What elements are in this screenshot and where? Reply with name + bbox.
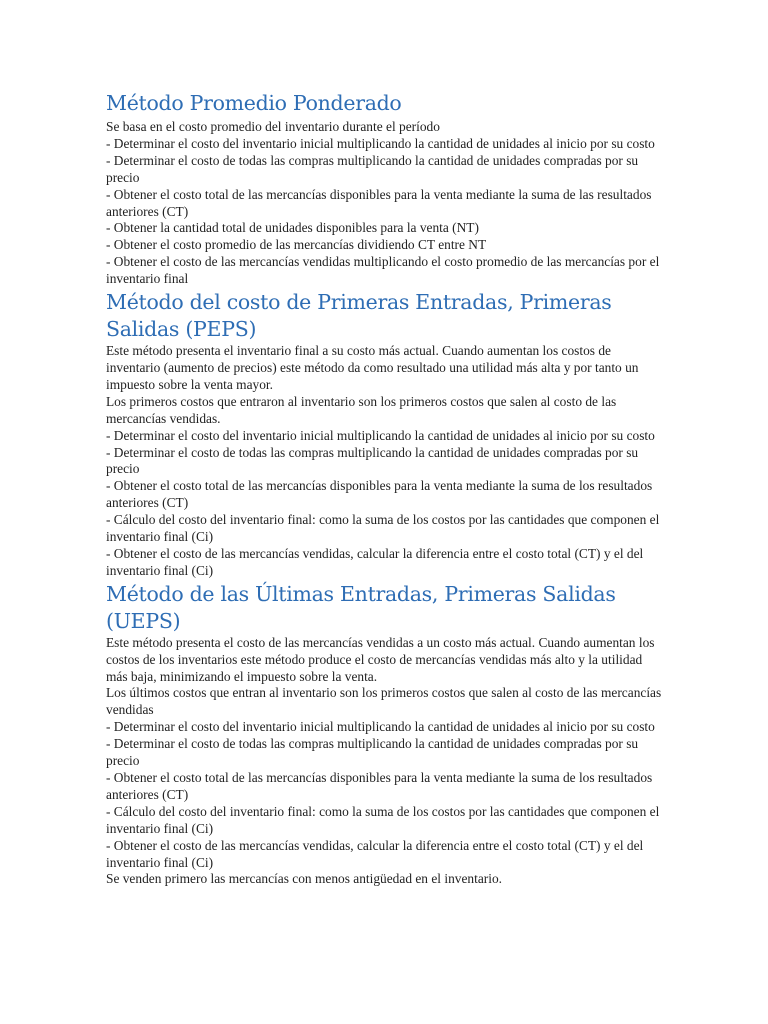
list-item: - Cálculo del costo del inventario final: como la suma de los costos por las cantidades que componen el inventario final (Ci)	[106, 512, 660, 545]
section-heading: Método de las Últimas Entradas, Primeras Salidas (UEPS)	[106, 581, 616, 633]
section-ueps	[106, 581, 662, 889]
paragraph: Este método presenta el costo de las mercancías vendidas a un costo más actual. Cuando aumentan los costos de los inventarios este método produce el costo de mercancías vendidas más alto y la utilidad más baja, minimizando el impuesto sobre la venta.	[106, 634, 655, 684]
list-item: - Determinar el costo de todas las compras multiplicando la cantidad de unidades compradas por su precio	[106, 736, 639, 769]
list-item: - Determinar el costo del inventario inicial multiplicando la cantidad de unidades al inicio por su costo	[106, 135, 655, 151]
list-item: - Obtener la cantidad total de unidades disponibles para la venta (NT)	[106, 220, 479, 236]
list-item: - Obtener el costo total de las mercancías disponibles para la venta mediante la suma de las resultados anteriores (CT)	[106, 186, 652, 219]
paragraph: Este método presenta el inventario final a su costo más actual. Cuando aumentan los costos de inventario (aumento de precios) este método da como resultado una utilidad más alta y por tanto un impuesto sobre la venta mayor.	[106, 343, 639, 392]
document-page	[106, 90, 662, 888]
section-promedio-ponderado	[106, 90, 662, 288]
list-item: - Obtener el costo total de las mercancías disponibles para la venta mediante la suma de los resultados anteriores (CT)	[106, 478, 653, 511]
paragraph: Los últimos costos que entran al inventario son los primeros costos que salen al costo de las mercancías vendidas	[106, 685, 662, 718]
list-item: - Obtener el costo de las mercancías vendidas multiplicando el costo promedio de las mercancías por el inventario final	[106, 254, 660, 287]
paragraph: Se venden primero las mercancías con menos antigüedad en el inventario.	[106, 871, 502, 887]
list-item: - Determinar el costo de todas las compras multiplicando la cantidad de unidades compradas por su precio	[106, 152, 639, 185]
paragraph: Se basa en el costo promedio del inventario durante el período	[106, 119, 440, 134]
section-heading: Método Promedio Ponderado	[106, 91, 402, 115]
list-item: - Cálculo del costo del inventario final: como la suma de los costos por las cantidades que componen el inventario final (Ci)	[106, 803, 660, 836]
list-item: - Obtener el costo promedio de las mercancías dividiendo CT entre NT	[106, 237, 487, 253]
list-item: - Obtener el costo de las mercancías vendidas, calcular la diferencia entre el costo total (CT) y el del inventario final (Ci)	[106, 545, 644, 578]
section-peps	[106, 289, 662, 580]
list-item: - Obtener el costo de las mercancías vendidas, calcular la diferencia entre el costo total (CT) y el del inventario final (Ci)	[106, 837, 644, 870]
list-item: - Determinar el costo del inventario inicial multiplicando la cantidad de unidades al inicio por su costo	[106, 427, 655, 443]
list-item: - Obtener el costo total de las mercancías disponibles para la venta mediante la suma de los resultados anteriores (CT)	[106, 770, 653, 802]
list-item: - Determinar el costo del inventario inicial multiplicando la cantidad de unidades al inicio por su costo	[106, 719, 655, 735]
paragraph: Los primeros costos que entraron al inventario son los primeros costos que salen al costo de las mercancías vendidas.	[106, 393, 617, 426]
list-item: - Determinar el costo de todas las compras multiplicando la cantidad de unidades compradas por su precio	[106, 444, 639, 477]
section-heading: Método del costo de Primeras Entradas, Primeras Salidas (PEPS)	[106, 290, 612, 342]
